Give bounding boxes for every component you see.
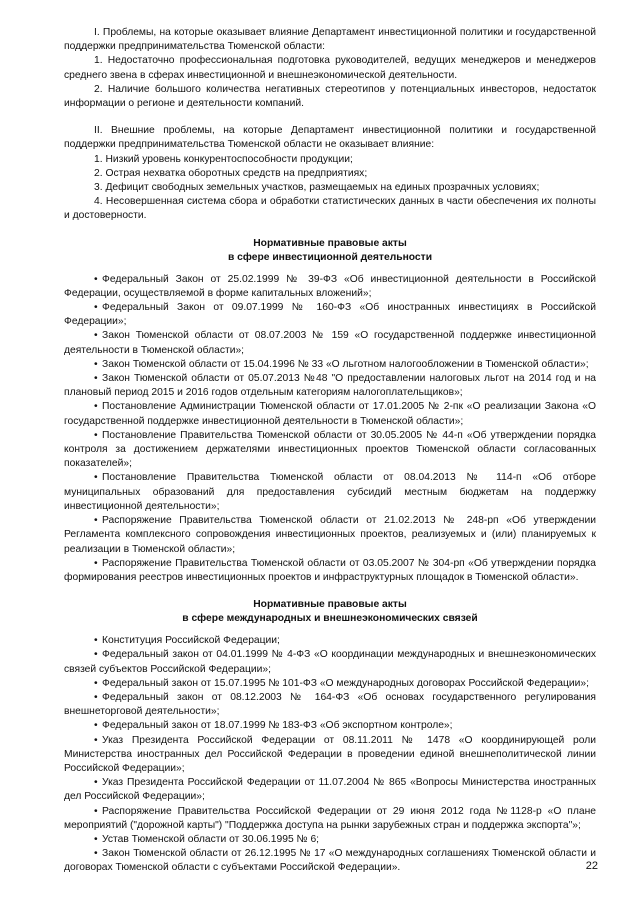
section2-item: 2. Острая нехватка оборотных средств на предприятиях; (94, 167, 368, 179)
list-item-text: Федеральный Закон от 25.02.1999 № 39-ФЗ «Об инвестиционной деятельности в Российской Федерации, осуществляемой в форме капитальных вложений»; (64, 273, 596, 299)
list-item-text: Конституция Российской Федерации; (102, 635, 280, 647)
list-item (64, 514, 596, 557)
bullet-icon: • (94, 373, 98, 385)
list-item (64, 358, 596, 372)
bullet-icon: • (94, 358, 98, 370)
bullet-icon: • (94, 677, 98, 689)
list-item (64, 847, 596, 875)
bullet-icon: • (94, 472, 98, 484)
section1-item: 2. Наличие большого количества негативных стереотипов у потенциальных инвесторов, недостаток информации о регионе и деятельности компаний. (64, 83, 596, 110)
section1-intro: I. Проблемы, на которые оказывает влияние Департамент инвестиционной политики и государственной поддержки предпринимательства Тюменской области: (64, 27, 596, 53)
spacer (64, 626, 596, 634)
list-item (64, 329, 596, 357)
bullet-icon: • (94, 691, 98, 703)
list-item (64, 400, 596, 428)
list-item-text: Распоряжение Правительства Российской Федерации от 29 июня 2012 года №1128-р «О плане мероприятий ("дорожной карты") "Поддержка доступа на рынки зарубежных стран и поддержка экспорта"»; (64, 805, 596, 831)
list-item (64, 372, 596, 400)
spacer (64, 111, 596, 124)
spacer (64, 585, 596, 598)
list-item (64, 273, 596, 301)
list-item-text: Федеральный закон от 15.07.1995 № 101-ФЗ «О международных договорах Российской Федерации»; (102, 677, 589, 689)
list-item (64, 648, 596, 676)
bullet-icon: • (94, 515, 98, 527)
bullet-icon: • (94, 734, 98, 746)
bullet-icon: • (94, 273, 98, 285)
list-item-text: Указ Президента Российской Федерации от 11.07.2004 № 865 «Вопросы Министерства иностранных дел Российской Федерации»; (64, 777, 596, 803)
bullet-icon: • (94, 635, 98, 647)
list-item-text: Федеральный закон от 08.12.2003 № 164-ФЗ «Об основах государственного регулирования внешнеторговой деятельности»; (64, 691, 596, 718)
list-item-text: Закон Тюменской области от 05.07.2013 №48 "О предоставлении налоговых льгот на 2014 год и на плановый период 2015 и 2016 годов отдельным категориям налогоплательщиков»; (64, 373, 596, 399)
list-item (64, 776, 596, 804)
list-item (64, 691, 596, 719)
bullet-icon: • (94, 557, 98, 569)
acts-investment-title-line1: Нормативные правовые акты (253, 237, 407, 249)
acts-international-title-line2: в сфере международных и внешнеэкономических связей (182, 613, 478, 625)
list-item-text: Постановление Администрации Тюменской области от 17.01.2005 № 2-пк «О реализации Закона «О государственной поддержке инвестиционной деятельности в Тюменской области»; (64, 401, 596, 427)
list-item-text: Закон Тюменской области от 15.04.1996 № 33 «О льготном налогообложении в Тюменской области»; (102, 358, 589, 370)
acts-international-title (64, 598, 596, 626)
list-item (64, 805, 596, 833)
list-item (64, 301, 596, 329)
list-item-text: Указ Президента Российской Федерации от 08.11.2011 № 1478 «О координирующей роли Министерства иностранных дел Российской Федерации в проведении единой внешнеполитической линии Российской Федерации»; (64, 734, 596, 774)
acts-investment-title-line2: в сфере инвестиционной деятельности (227, 251, 433, 263)
page-number: 22 (585, 859, 598, 872)
list-item (64, 833, 596, 847)
acts-international-list (64, 634, 596, 875)
bullet-icon: • (94, 649, 98, 661)
section2-item: 4. Несовершенная система сбора и обработки статистических данных в части обеспечения их полноты и достоверности. (64, 196, 596, 222)
list-item-text: Постановление Правительства Тюменской области от 30.05.2005 № 44-п «Об утверждении порядка контроля за достижением держателями инвестиционных проектов Тюменской области согласованных показателей»; (64, 429, 596, 470)
section2-item: 3. Дефицит свободных земельных участков, размещаемых на единых прозрачных условиях; (94, 182, 540, 194)
bullet-icon: • (94, 805, 98, 817)
section1-item: 1. Недостаточно профессиональная подготовка руководителей, ведущих менеджеров и менеджеров среднего звена в сферах инвестиционной и внешнеэкономической деятельности. (64, 55, 596, 81)
list-item (64, 719, 596, 733)
acts-investment-title (64, 237, 596, 265)
list-item-text: Закон Тюменской области от 08.07.2003 № 159 «О государственной поддержке инвестиционной деятельности в Тюменской области»; (64, 330, 596, 356)
bullet-icon: • (94, 848, 98, 860)
list-item (64, 429, 596, 472)
bullet-icon: • (94, 330, 98, 342)
list-item (64, 677, 596, 691)
list-item (64, 634, 596, 648)
list-item-text: Федеральный закон от 18.07.1999 № 183-ФЗ «Об экспортном контроле»; (102, 720, 453, 732)
spacer (64, 265, 596, 273)
list-item-text: Постановление Правительства Тюменской области от 08.04.2013 № 114-п «Об отборе муниципальных образований для предоставления субсидий местным бюджетам на поддержку инвестиционной деятельности»; (64, 472, 596, 512)
list-item-text: Федеральный Закон от 09.07.1999 № 160-ФЗ «Об иностранных инвестициях в Российской Федерации»; (64, 302, 596, 328)
bullet-icon: • (94, 401, 98, 413)
section2-item: 1. Низкий уровень конкурентоспособности продукции; (94, 153, 353, 165)
list-item (64, 734, 596, 777)
list-item (64, 557, 596, 585)
list-item-text: Устав Тюменской области от 30.06.1995 № 6; (102, 833, 320, 845)
list-item-text: Федеральный закон от 04.01.1999 № 4-ФЗ «О координации международных и внешнеэкономических связей субъектов Российской Федерации»; (64, 649, 596, 675)
acts-international-title-line1: Нормативные правовые акты (253, 599, 407, 611)
bullet-icon: • (94, 833, 98, 845)
list-item-text: Распоряжение Правительства Тюменской области от 21.02.2013 № 248-рп «Об утверждении Регламента комплексного сопровождения инвестиционных проектов, реализуемых и (или) планируемых к реализации в Тюменской области»; (64, 515, 596, 555)
list-item-text: Распоряжение Правительства Тюменской области от 03.05.2007 № 304-рп «Об утверждении порядка формирования реестров инвестиционных проектов и инфраструктурных площадок в Тюменской области». (64, 557, 596, 583)
list-item-text: Закон Тюменской области от 26.12.1995 № 17 «О международных соглашениях Тюменской области и договорах Тюменской области с субъектами Российской Федерации». (64, 848, 596, 874)
bullet-icon: • (94, 302, 98, 314)
bullet-icon: • (94, 777, 98, 789)
section2-intro: II. Внешние проблемы, на которые Департамент инвестиционной политики и государственной поддержки предпринимательства Тюменской области не оказывает влияние: (64, 125, 596, 151)
acts-investment-list (64, 273, 596, 585)
bullet-icon: • (94, 429, 98, 441)
list-item (64, 471, 596, 514)
bullet-icon: • (94, 720, 98, 732)
spacer (64, 224, 596, 237)
